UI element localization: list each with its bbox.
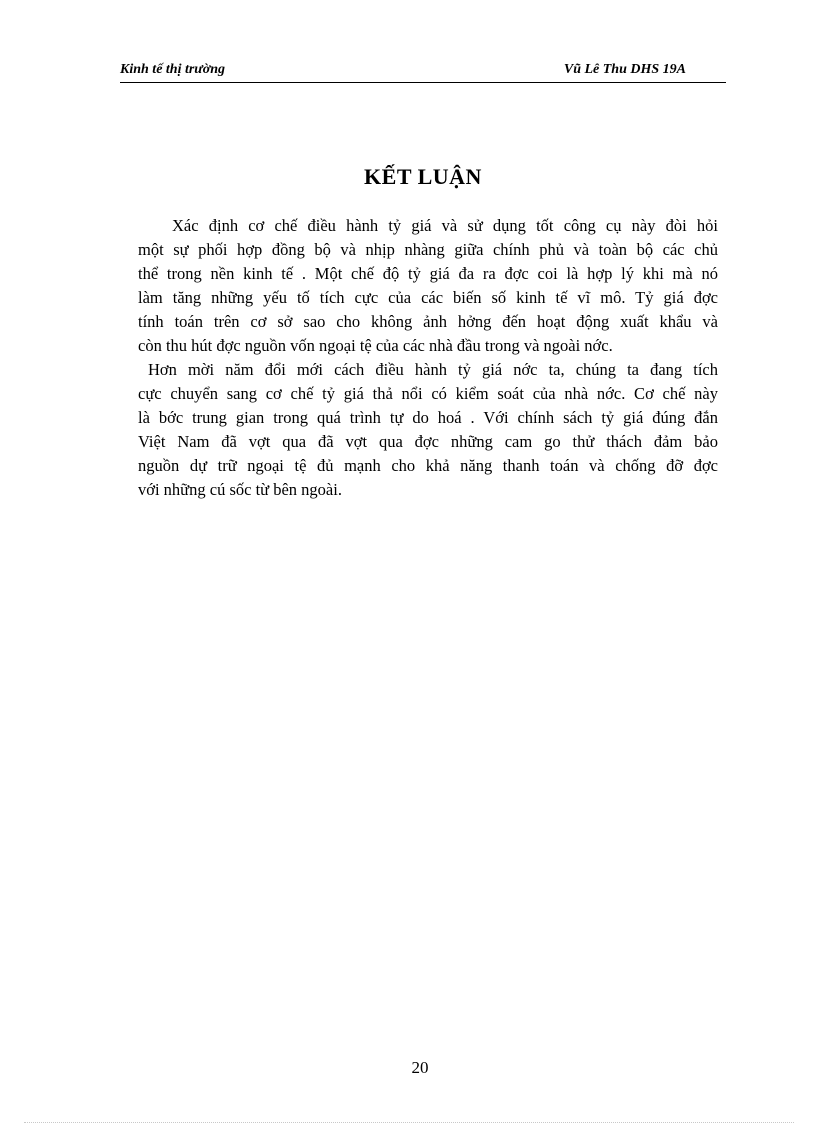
text-line: với những cú sốc từ bên ngoài. bbox=[138, 480, 342, 499]
text-line: cực chuyển sang cơ chế tỷ giá thả nổi có kiểm soát của nhà nớc. Cơ chế này bbox=[138, 384, 718, 403]
text-line: còn thu hút đợc nguồn vốn ngoại tệ của các nhà đầu trong và ngoài nớc. bbox=[138, 336, 613, 355]
text-line: thể trong nền kinh tế . Một chế độ tỷ giá đa ra đợc coi là hợp lý khi mà nó bbox=[138, 264, 718, 283]
page-number: 20 bbox=[411, 1058, 429, 1077]
header-subject: Kinh tế thị trường bbox=[120, 62, 225, 77]
section-title: KẾT LUẬN bbox=[364, 164, 482, 189]
text-line: Hơn mời năm đổi mới cách điều hành tỷ giá nớc ta, chúng ta đang tích bbox=[148, 360, 718, 379]
text-line: nguồn dự trữ ngoại tệ đủ mạnh cho khả năng thanh toán và chống đỡ đợc bbox=[138, 456, 718, 475]
header-author: Vũ Lê Thu DHS 19A bbox=[563, 62, 686, 77]
text-line: Việt Nam đã vợt qua đã vợt qua đợc những cam go thử thách đảm bảo bbox=[138, 432, 718, 451]
paragraph-2 bbox=[138, 358, 718, 502]
paragraph-1 bbox=[138, 214, 718, 358]
text-line: tính toán trên cơ sở sao cho không ảnh hởng đến hoạt động xuất khẩu và bbox=[138, 312, 718, 331]
body-text bbox=[138, 214, 718, 502]
page-header bbox=[120, 60, 726, 83]
text-line: Xác định cơ chế điều hành tỷ giá và sử dụng tốt công cụ này đòi hỏi bbox=[172, 216, 718, 235]
text-line: làm tăng những yếu tố tích cực của các biến số kinh tế vĩ mô. Tỷ giá đợc bbox=[138, 288, 718, 307]
text-line: một sự phối hợp đồng bộ và nhịp nhàng giữa chính phủ và toàn bộ các chủ bbox=[138, 240, 718, 259]
text-line: là bớc trung gian trong quá trình tự do hoá . Với chính sách tỷ giá đúng đắn bbox=[138, 408, 718, 427]
